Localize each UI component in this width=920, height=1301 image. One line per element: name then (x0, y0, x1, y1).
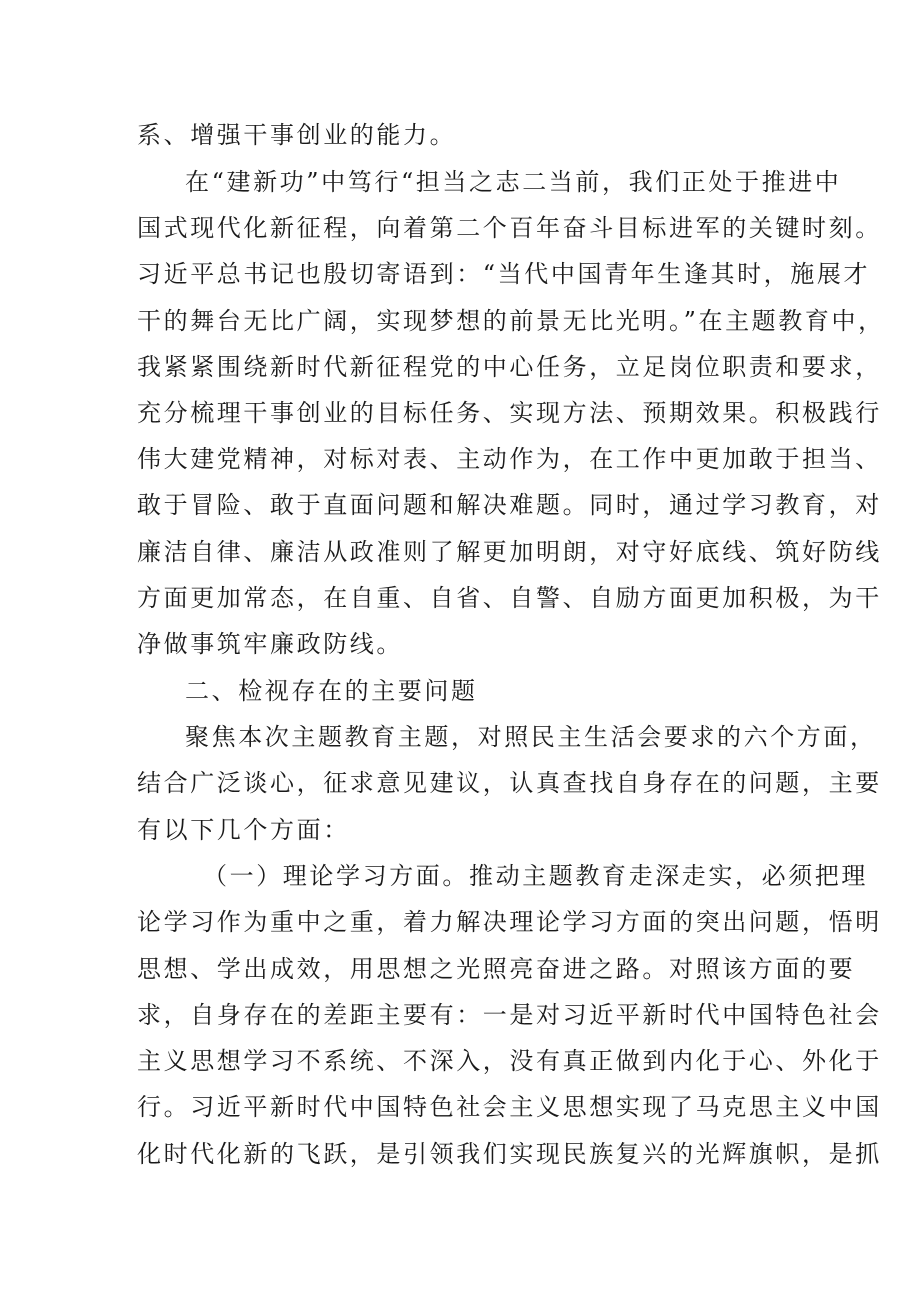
text-line: 主义思想学习不系统、不深入，没有真正做到内化于心、外化于 (137, 1047, 882, 1075)
text-line: 充分梳理干事创业的目标任务、实现方法、预期效果。积极践行 (137, 399, 882, 427)
text-line: 廉洁自律、廉洁从政准则了解更加明朗，对守好底线、筑好防线 (137, 538, 882, 566)
text-line: 方面更加常态，在自重、自省、自警、自励方面更加积极，为干 (137, 584, 882, 612)
text-line: 系、增强干事创业的能力。 (137, 121, 457, 149)
text-line: 习近平总书记也殷切寄语到：“当代中国青年生逢其时，施展才 (137, 260, 871, 288)
text-line: 干的舞台无比广阔，实现梦想的前景无比光明。”在主题教育中， (137, 307, 885, 335)
paragraph-start-line: 聚焦本次主题教育主题，对照民主生活会要求的六个方面， (185, 723, 877, 751)
subsection-start-line: （一）理论学习方面。推动主题教育走深走实，必须把理 (203, 862, 868, 890)
text-line: 有以下几个方面： (137, 816, 350, 844)
text-line: 净做事筑牢廉政防线。 (137, 630, 403, 658)
paragraph-start-line: 在“建新功”中笃行“担当之志二当前，我们正处于推进中 (185, 168, 842, 196)
text-line: 求，自身存在的差距主要有：一是对习近平新时代中国特色社会 (137, 1001, 882, 1029)
text-line: 我紧紧围绕新时代新征程党的中心任务，立足岗位职责和要求， (137, 353, 882, 381)
text-line: 敢于冒险、敢于直面问题和解决难题。同时，通过学习教育，对 (137, 491, 882, 519)
text-line: 思想、学出成效，用思想之光照亮奋进之路。对照该方面的要 (137, 955, 856, 983)
section-heading: 二、检视存在的主要问题 (185, 677, 478, 705)
text-line: 国式现代化新征程，向着第二个百年奋斗目标进军的关键时刻。 (137, 214, 882, 242)
text-line: 化时代化新的飞跃，是引领我们实现民族复兴的光辉旗帜，是抓 (137, 1140, 882, 1168)
text-line: 行。习近平新时代中国特色社会主义思想实现了马克思主义中国 (137, 1093, 882, 1121)
text-line: 结合广泛谈心，征求意见建议，认真查找自身存在的问题，主要 (137, 769, 882, 797)
text-line: 伟大建党精神，对标对表、主动作为，在工作中更加敢于担当、 (137, 445, 882, 473)
text-line: 论学习作为重中之重，着力解决理论学习方面的突出问题，悟明 (137, 908, 882, 936)
